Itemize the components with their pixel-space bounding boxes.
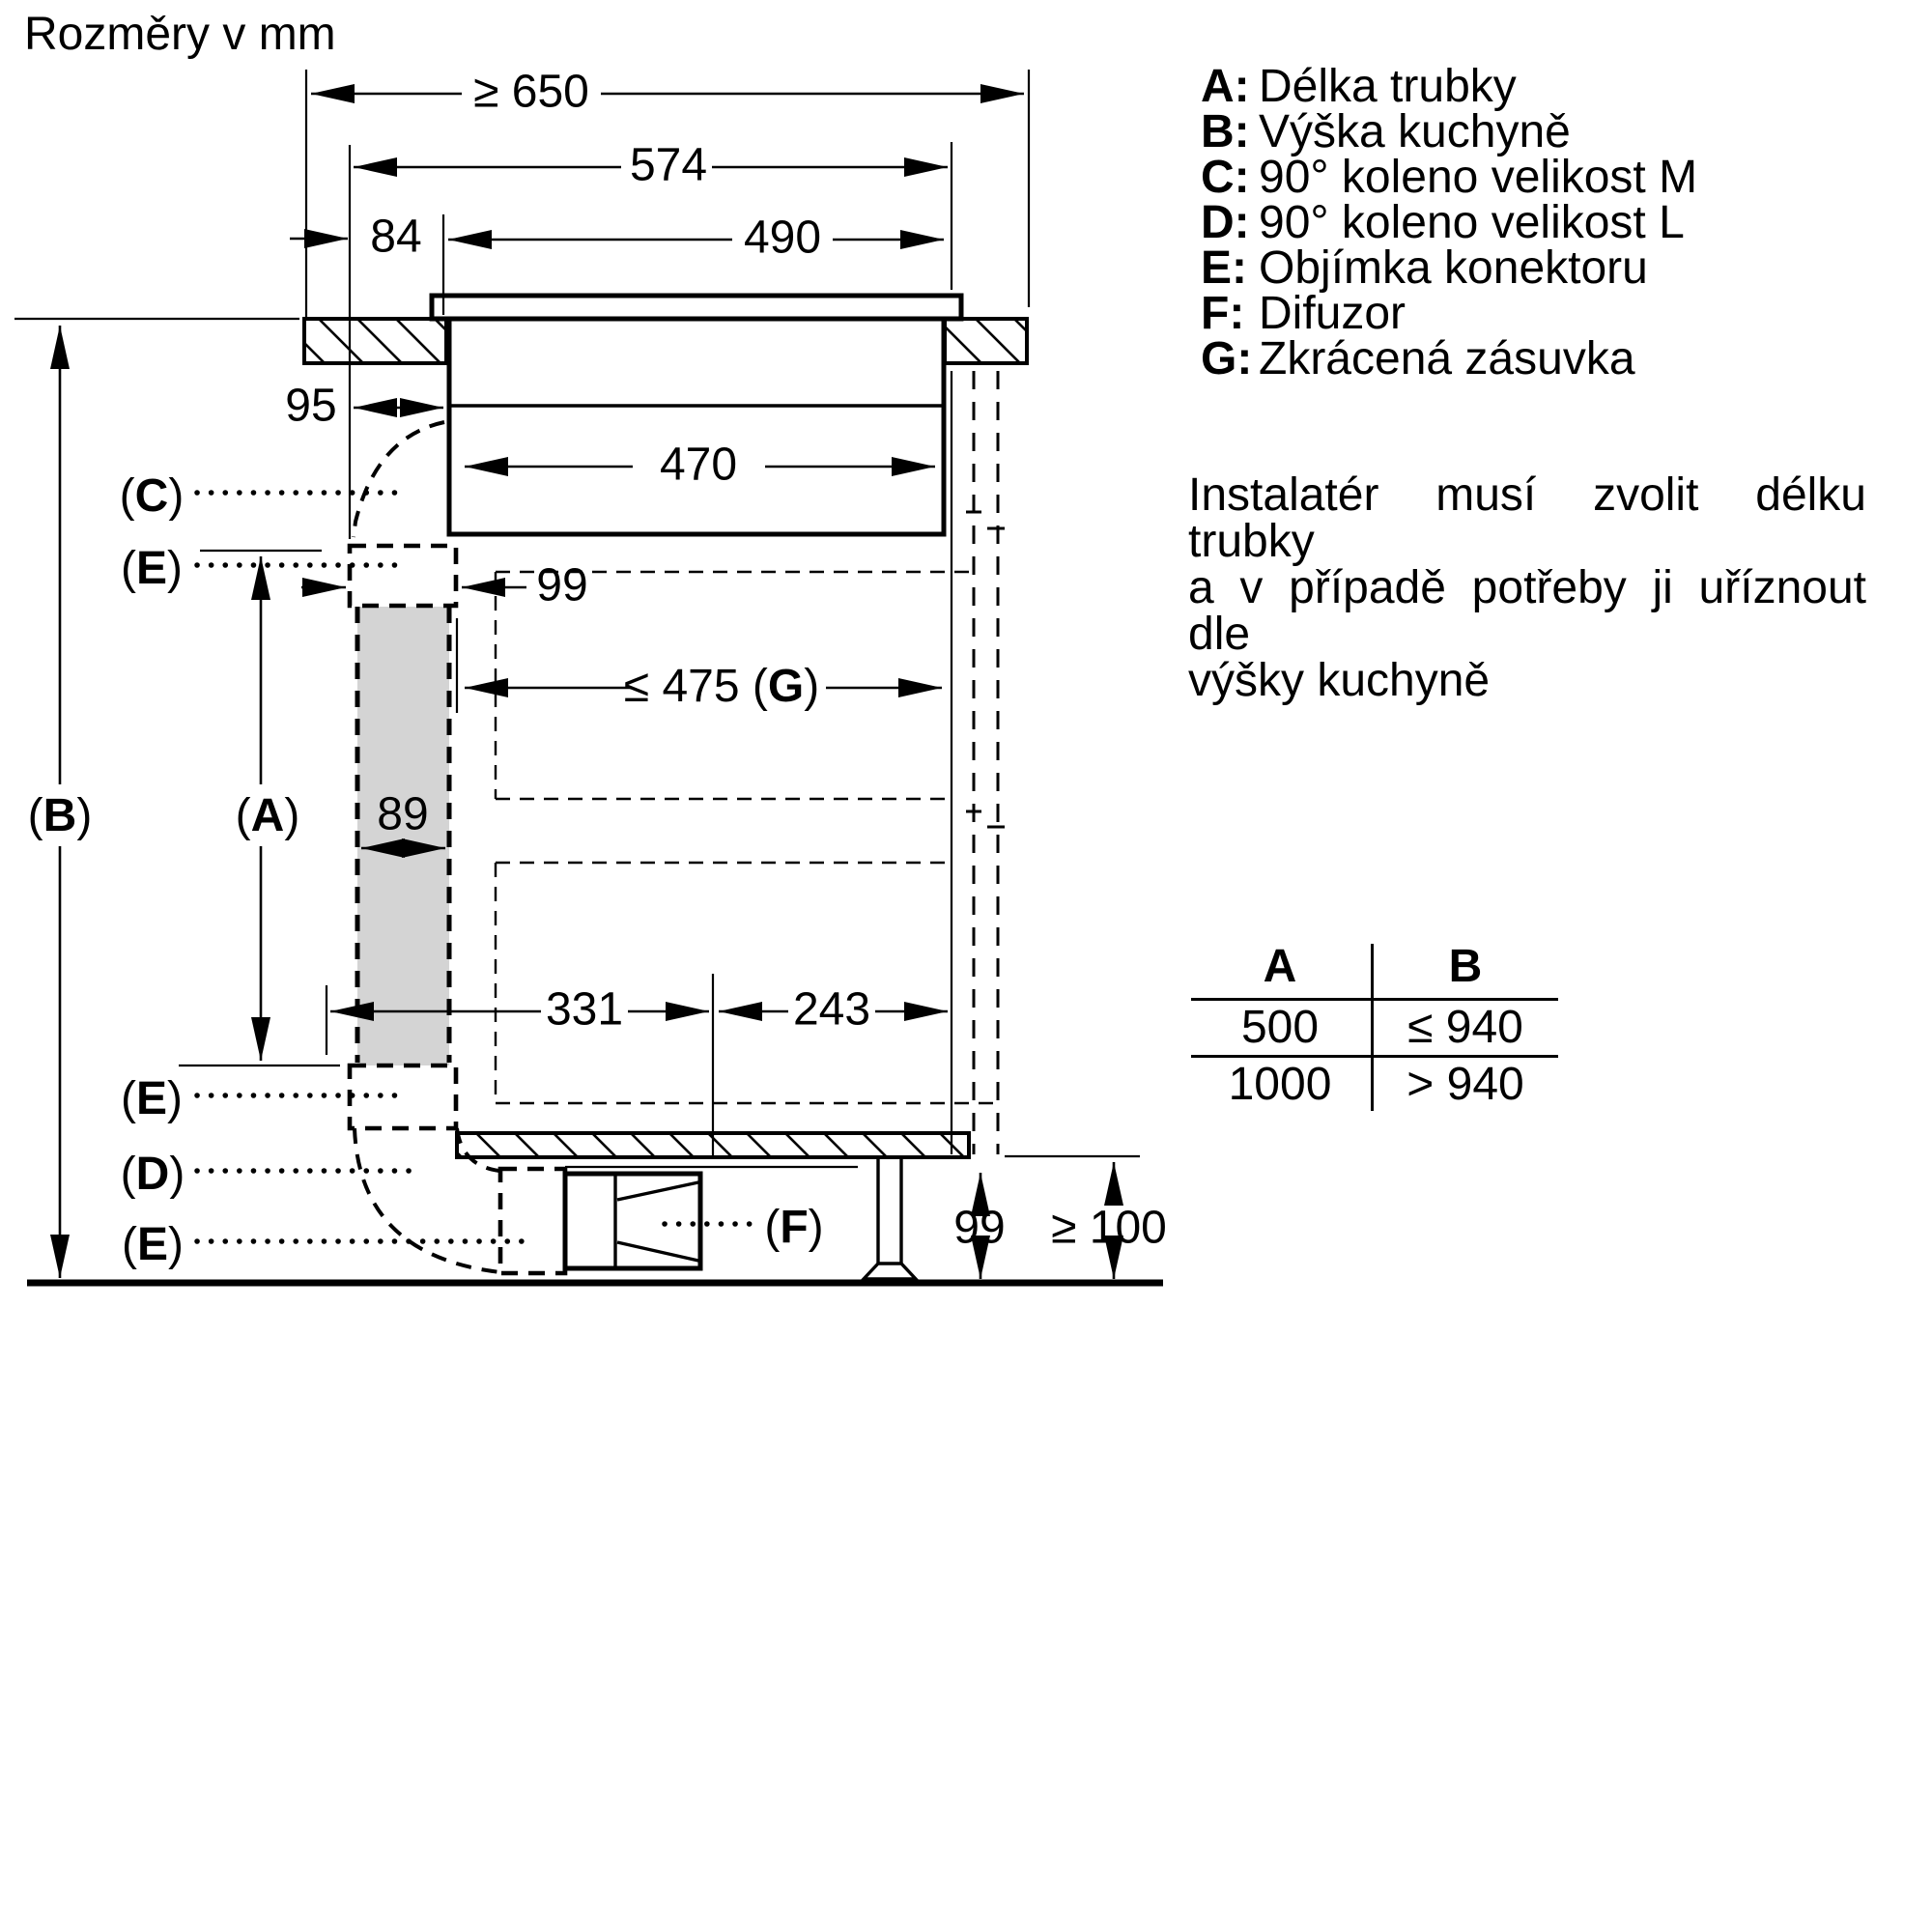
legend-key: D:: [1201, 197, 1250, 248]
legend-label: Zkrácená zásuvka: [1259, 333, 1635, 384]
dim-glass-width-label: 574: [629, 139, 708, 191]
hob-glass-top: [432, 296, 961, 319]
table-cell: > 940: [1406, 1059, 1524, 1110]
label-c: (C): [119, 469, 185, 522]
countertop-left-section: [304, 319, 446, 363]
label-a: (A): [235, 789, 300, 841]
cabinet-leg-foot: [864, 1264, 916, 1279]
label-d: (D): [120, 1148, 185, 1200]
table-header-a: A: [1263, 941, 1297, 992]
table-header-b: B: [1448, 941, 1483, 992]
dim-cutout-width-label: 490: [743, 212, 822, 264]
legend-label: Výška kuchyně: [1259, 106, 1571, 157]
legend-key: A:: [1201, 61, 1250, 112]
dim-min-width-label: ≥ 650: [473, 66, 589, 118]
note-line: a v případě potřeby ji uříznout dle: [1188, 562, 1866, 660]
elbow-c-curve: [354, 422, 444, 537]
legend-label: Délka trubky: [1259, 61, 1517, 112]
page-title: Rozměry v mm: [24, 9, 336, 60]
label-b: (B): [27, 789, 93, 841]
legend-label: Objímka konektoru: [1259, 242, 1648, 294]
dim-plinth-height-label: 99: [953, 1202, 1006, 1254]
label-f: (F): [764, 1201, 824, 1253]
dim-connector-width-label: 99: [536, 559, 588, 611]
legend-key: C:: [1201, 152, 1250, 203]
dim-left-offset-label: 84: [370, 211, 422, 263]
table-cell: 500: [1240, 1002, 1320, 1053]
dim-floor-clearance-label: ≥ 100: [1051, 1202, 1167, 1254]
label-e-bottom: (E): [122, 1218, 184, 1270]
hob-body: [449, 319, 944, 534]
dim-drawer-depth-label: ≤ 475 (G): [623, 660, 820, 712]
legend-label: 90° koleno velikost M: [1259, 152, 1698, 203]
note-line: Instalatér musí zvolit délku trubky: [1188, 469, 1866, 567]
legend-key: B:: [1201, 106, 1250, 157]
dim-tube-width-label: 89: [377, 788, 429, 840]
dim-rear-offset-label: 95: [285, 380, 337, 432]
dim-front-depth-label: 331: [545, 983, 624, 1036]
note-line: výšky kuchyně: [1188, 655, 1491, 706]
dim-rear-depth-label: 243: [792, 983, 871, 1036]
connector-sleeve-top: [350, 546, 456, 606]
connector-sleeve-bottom: [500, 1169, 565, 1273]
legend-key: F:: [1201, 288, 1245, 339]
table-cell: ≤ 940: [1407, 1002, 1523, 1053]
legend-key: G:: [1201, 333, 1253, 384]
countertop-right-section: [945, 319, 1027, 363]
label-e-top: (E): [121, 542, 183, 594]
dim-body-width-label: 470: [659, 439, 738, 491]
legend-label: Difuzor: [1259, 288, 1406, 339]
table-cell: 1000: [1228, 1059, 1332, 1110]
legend-label: 90° koleno velikost L: [1259, 197, 1685, 248]
legend-key: E:: [1201, 242, 1247, 294]
label-e-middle: (E): [121, 1072, 183, 1124]
